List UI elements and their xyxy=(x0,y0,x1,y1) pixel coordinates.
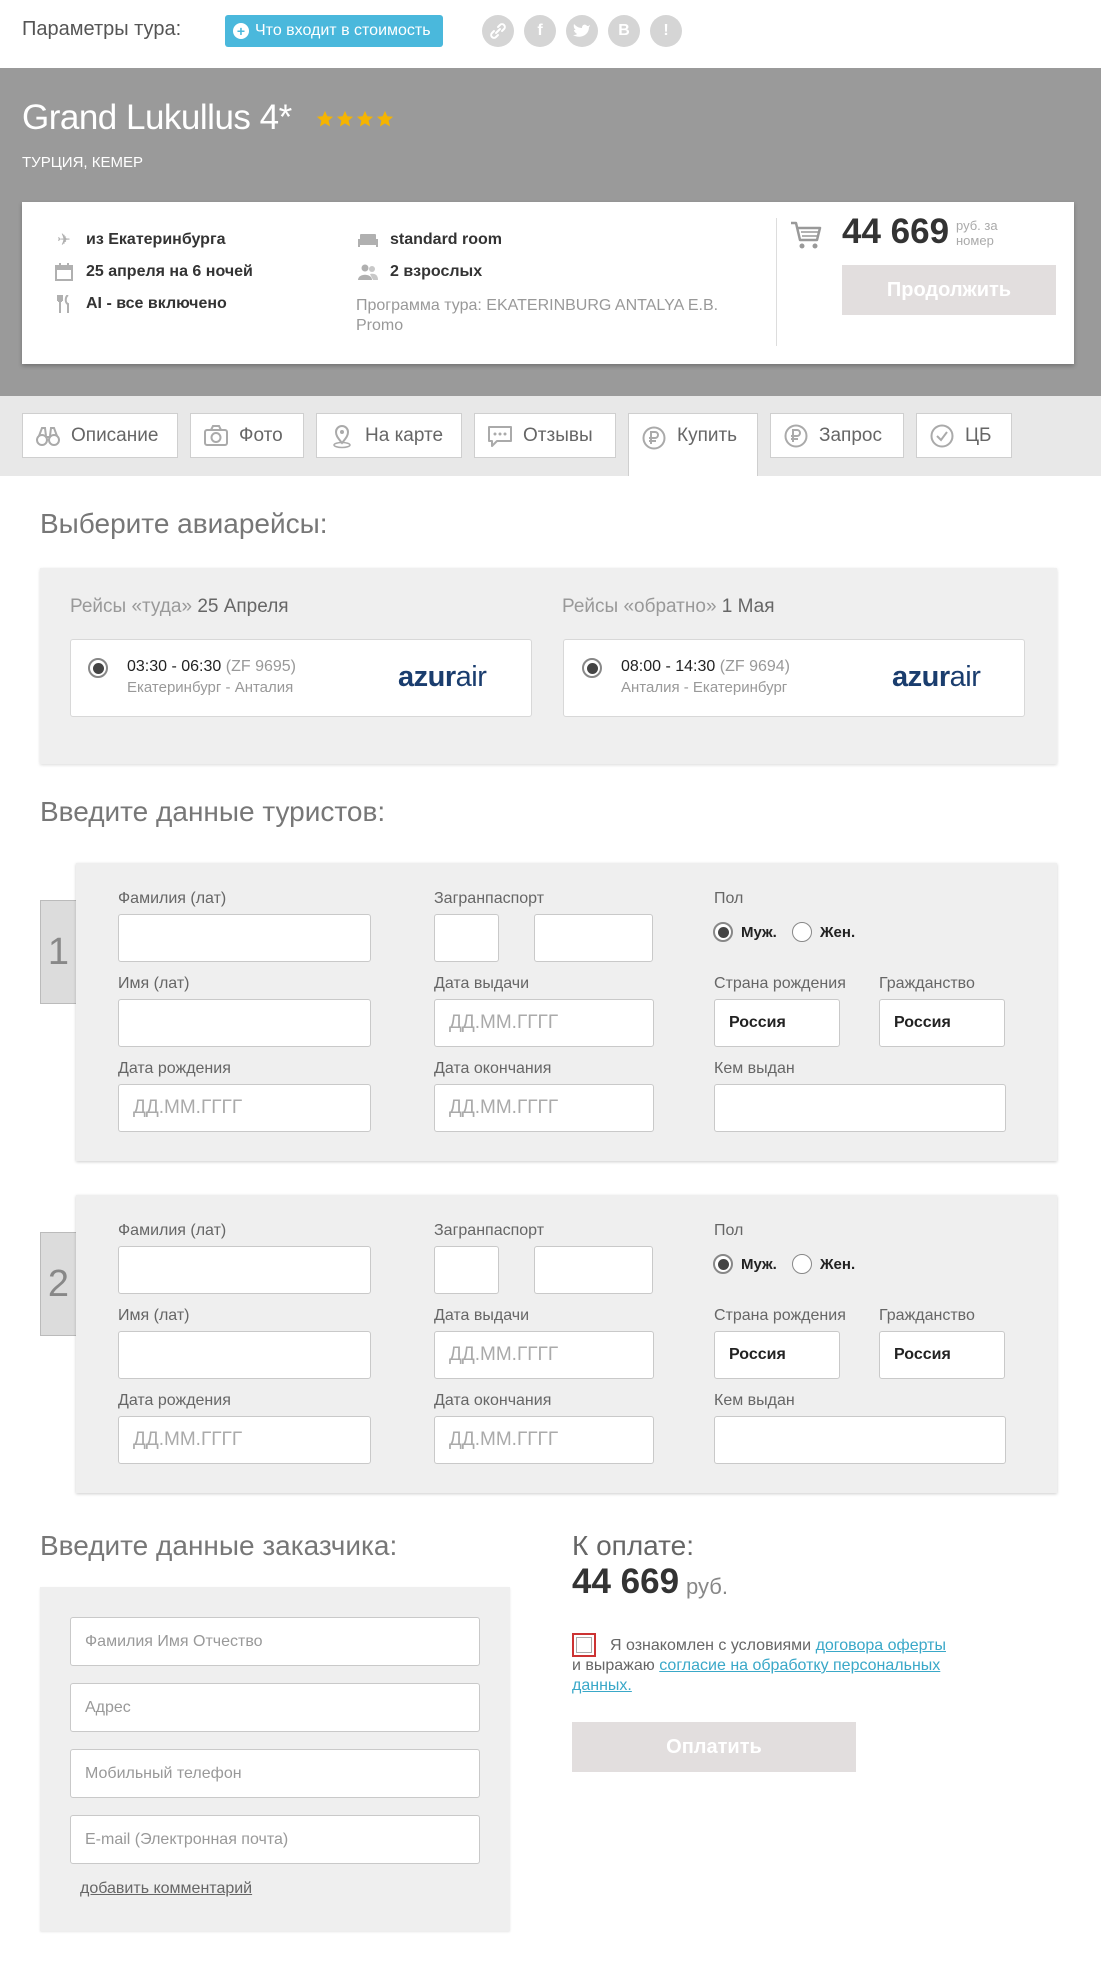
issue-date-label: Дата выдачи xyxy=(434,975,530,992)
hotel-stars xyxy=(316,110,394,128)
return-route: Анталия - Екатеринбург xyxy=(621,679,788,696)
outbound-flight-radio[interactable] xyxy=(88,658,108,678)
surname-input[interactable] xyxy=(118,1246,371,1294)
map-pin-icon xyxy=(329,423,355,449)
star-icon xyxy=(316,110,334,128)
birthdate-label: Дата рождения xyxy=(118,1392,231,1409)
birthdate-input[interactable]: ДД.ММ.ГГГГ xyxy=(118,1084,371,1132)
tab-label: Описание xyxy=(71,424,159,446)
agreement-text-part: и выражаю xyxy=(572,1657,655,1674)
gender-female-radio[interactable] xyxy=(792,1254,812,1274)
meal-row xyxy=(54,295,227,313)
agreement-checkbox[interactable] xyxy=(572,1633,596,1657)
passport-number-input[interactable] xyxy=(534,1246,653,1294)
gender-male-label: Муж. xyxy=(741,1255,777,1273)
binoculars-icon xyxy=(35,423,61,449)
expiry-date-label: Дата окончания xyxy=(434,1392,552,1409)
facebook-icon[interactable]: f xyxy=(524,15,556,47)
tab-label: Купить xyxy=(677,425,738,446)
birthdate-input[interactable]: ДД.ММ.ГГГГ xyxy=(118,1416,371,1464)
address-input[interactable]: Адрес xyxy=(70,1683,480,1732)
add-comment-link[interactable]: добавить комментарий xyxy=(80,1880,253,1897)
issue-date-label: Дата выдачи xyxy=(434,1307,530,1324)
birth-country-label: Страна рождения xyxy=(714,1307,846,1324)
outbound-route: Екатеринбург - Анталия xyxy=(127,679,294,696)
ruble-icon xyxy=(783,423,809,449)
pay-button[interactable]: Оплатить xyxy=(572,1722,856,1772)
return-flight-code: (ZF 9694) xyxy=(719,658,790,675)
chat-icon xyxy=(487,423,513,449)
departure-city: из Екатеринбурга xyxy=(86,231,226,248)
vk-icon[interactable]: B xyxy=(608,15,640,47)
return-header xyxy=(562,596,775,618)
tab-label: ЦБ xyxy=(965,424,992,446)
whats-included-label: Что входит в стоимость xyxy=(255,22,431,39)
agreement-text-part: Я ознакомлен с условиями xyxy=(610,1637,812,1654)
azurair-logo xyxy=(892,661,980,694)
issued-by-input[interactable] xyxy=(714,1416,1006,1464)
gender-label: Пол xyxy=(714,1222,744,1239)
tab-buy[interactable] xyxy=(628,413,758,476)
airline-logo-text: air xyxy=(455,661,487,693)
tab-photo[interactable] xyxy=(190,413,304,458)
name-input[interactable] xyxy=(118,999,371,1047)
surname-input[interactable] xyxy=(118,914,371,962)
passport-label: Загранпаспорт xyxy=(434,1222,545,1239)
plus-icon: + xyxy=(233,23,249,39)
gender-male-label: Муж. xyxy=(741,923,777,941)
outbound-header xyxy=(70,596,289,618)
gender-female-label: Жен. xyxy=(820,923,856,941)
issued-by-input[interactable] xyxy=(714,1084,1006,1132)
name-input[interactable] xyxy=(118,1331,371,1379)
fullname-input[interactable]: Фамилия Имя Отчество xyxy=(70,1617,480,1666)
twitter-icon[interactable] xyxy=(566,15,598,47)
hotel-location: ТУРЦИЯ, КЕМЕР xyxy=(22,154,143,171)
email-input[interactable]: E-mail (Электронная почта) xyxy=(70,1815,480,1864)
birthdate-label: Дата рождения xyxy=(118,1060,231,1077)
dates-row xyxy=(54,263,253,281)
tour-dates: 25 апреля на 6 ночей xyxy=(86,263,253,280)
offer-contract-link[interactable]: договора оферты xyxy=(815,1637,946,1654)
tab-label: Отзывы xyxy=(523,424,593,446)
continue-button[interactable]: Продолжить xyxy=(842,265,1056,315)
star-icon xyxy=(336,110,354,128)
azurair-logo xyxy=(398,661,486,694)
gender-female-option[interactable] xyxy=(792,922,855,942)
return-date: 1 Мая xyxy=(721,596,775,617)
tab-label: Запрос xyxy=(819,424,882,446)
gender-male-option[interactable] xyxy=(713,922,777,942)
tourist-number-badge: 1 xyxy=(40,900,76,1004)
outbound-header-label: Рейсы «туда» xyxy=(70,596,193,617)
airline-logo-text: azur xyxy=(892,661,950,693)
passport-series-input[interactable] xyxy=(434,1246,499,1294)
passport-label: Загранпаспорт xyxy=(434,890,545,907)
gender-male-radio[interactable] xyxy=(713,922,733,942)
fork-knife-icon xyxy=(54,295,74,313)
agreement-text xyxy=(572,1636,992,1696)
tourist-number-badge: 2 xyxy=(40,1232,76,1336)
tour-program: Программа тура: EKATERINBURG ANTALYA E.B. Promo xyxy=(356,297,719,334)
tab-label: На карте xyxy=(365,424,444,446)
tab-request[interactable] xyxy=(770,413,904,458)
payment-label: К оплате: xyxy=(572,1530,694,1561)
surname-label: Фамилия (лат) xyxy=(118,890,227,907)
tab-label: Фото xyxy=(239,424,283,446)
payment-amount: 44 669 xyxy=(572,1562,680,1601)
price-unit: руб. за номер xyxy=(956,218,998,248)
tab-reviews[interactable] xyxy=(474,413,616,458)
check-icon xyxy=(929,423,955,449)
birth-country-input[interactable]: Россия xyxy=(714,1331,840,1379)
birth-country-input[interactable]: Россия xyxy=(714,999,840,1047)
return-flight-time xyxy=(621,658,790,676)
name-label: Имя (лат) xyxy=(118,975,190,992)
passport-series-input[interactable] xyxy=(434,914,499,962)
tourists-section-title: Введите данные туристов: xyxy=(40,796,386,827)
summary-divider xyxy=(776,218,777,346)
flights-section-title: Выберите авиарейсы: xyxy=(40,508,328,539)
bed-icon xyxy=(358,231,378,249)
outbound-time: 03:30 - 06:30 xyxy=(127,658,222,675)
expiry-date-input[interactable]: ДД.ММ.ГГГГ xyxy=(434,1084,654,1132)
link-icon[interactable] xyxy=(482,15,514,47)
surname-label: Фамилия (лат) xyxy=(118,1222,227,1239)
agreement-text-part xyxy=(572,1656,992,1696)
departure-city-row xyxy=(54,231,226,249)
issue-date-input[interactable]: ДД.ММ.ГГГГ xyxy=(434,1331,654,1379)
outbound-date: 25 Апреля xyxy=(197,596,289,617)
airline-logo-text: air xyxy=(949,661,981,693)
tab-cb[interactable] xyxy=(916,413,1012,458)
hotel-name: Grand Lukullus 4* xyxy=(22,98,292,137)
return-time: 08:00 - 14:30 xyxy=(621,658,716,675)
personal-data-consent-link[interactable]: согласие на обработку персональных данных. xyxy=(572,1657,941,1694)
citizenship-label: Гражданство xyxy=(879,975,975,992)
birth-country-label: Страна рождения xyxy=(714,975,846,992)
camera-icon xyxy=(203,423,229,449)
star-icon xyxy=(376,110,394,128)
whats-included-button[interactable] xyxy=(225,15,443,47)
gender-female-label: Жен. xyxy=(820,1255,856,1273)
tab-description[interactable] xyxy=(22,413,178,458)
issued-by-label: Кем выдан xyxy=(714,1392,795,1409)
customer-section-title: Введите данные заказчика: xyxy=(40,1530,398,1561)
gender-female-option[interactable] xyxy=(792,1254,855,1274)
room-type: standard room xyxy=(390,231,503,248)
tab-map[interactable] xyxy=(316,413,462,458)
gender-label: Пол xyxy=(714,890,744,907)
plane-icon: ✈ xyxy=(57,232,71,249)
star-icon xyxy=(356,110,374,128)
alert-icon[interactable]: ! xyxy=(650,15,682,47)
citizenship-label: Гражданство xyxy=(879,1307,975,1324)
payment-currency: руб. xyxy=(686,1574,728,1599)
people-icon xyxy=(358,263,378,281)
phone-input[interactable]: Мобильный телефон xyxy=(70,1749,480,1798)
ruble-icon xyxy=(641,425,667,451)
calendar-icon xyxy=(54,263,74,281)
issue-date-input[interactable]: ДД.ММ.ГГГГ xyxy=(434,999,654,1047)
return-header-label: Рейсы «обратно» xyxy=(562,596,717,617)
guests-count: 2 взрослых xyxy=(390,263,483,280)
return-flight-radio[interactable] xyxy=(582,658,602,678)
guests-row xyxy=(358,263,482,281)
passport-number-input[interactable] xyxy=(534,914,653,962)
gender-male-option[interactable] xyxy=(713,1254,777,1274)
gender-female-radio[interactable] xyxy=(792,922,812,942)
airline-logo-text: azur xyxy=(398,661,456,693)
outbound-flight-code: (ZF 9695) xyxy=(225,658,296,675)
name-label: Имя (лат) xyxy=(118,1307,190,1324)
expiry-date-label: Дата окончания xyxy=(434,1060,552,1077)
citizenship-input[interactable]: Россия xyxy=(879,999,1005,1047)
tour-params-label: Параметры тура: xyxy=(22,18,182,40)
expiry-date-input[interactable]: ДД.ММ.ГГГГ xyxy=(434,1416,654,1464)
citizenship-input[interactable]: Россия xyxy=(879,1331,1005,1379)
outbound-flight-time xyxy=(127,658,296,676)
tour-price: 44 669 xyxy=(842,212,950,251)
room-row xyxy=(358,231,502,249)
issued-by-label: Кем выдан xyxy=(714,1060,795,1077)
meal-plan: AI - все включено xyxy=(86,295,227,312)
cart-icon xyxy=(790,220,822,250)
gender-male-radio[interactable] xyxy=(713,1254,733,1274)
